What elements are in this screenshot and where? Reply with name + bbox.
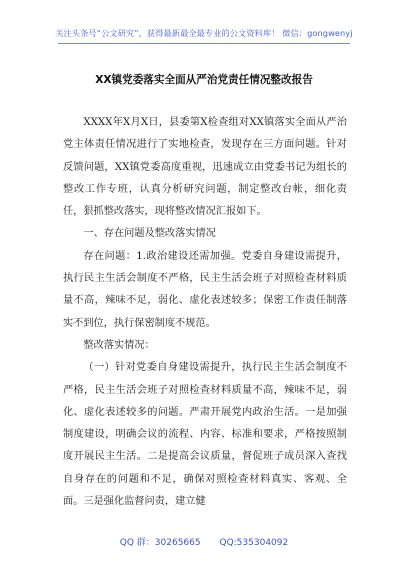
section-heading: 一、存在问题及整改落实情况: [83, 228, 216, 240]
problem-paragraph: 存在问题：1.政治建设还需加强。党委自身建设需提升，执行民主生活会制度不严格，民主生活会班子对照检查材料质量不高，辣味不足，弱化、虚化表述较多；保密工作责任制落实不到位，执行保密制度不规范。: [63, 250, 347, 329]
footer-qq: QQ:535304092: [219, 538, 289, 548]
document-title: XX镇党委落实全面从严治党责任情况整改报告: [95, 74, 313, 86]
rectification-paragraph: （一）针对党委自身建设需提升，执行民主生活会制度不严格，民主生活会班子对照检查材料质量不高，辣味不足，弱化、虚化表述较多的问题。严肃开展党内政治生活。一是加强制度建设，明确会议的流程、内容、标准和要求，严格按照制度开展民主生活。二是提高会议质量，督促班子成员深入查找自身存在的问题和不足，确保对照检查材料真实、客观、全面。三是强化监督问责，建立健: [63, 362, 347, 508]
document-body: [63, 112, 347, 513]
footer-qq-group: QQ 群：30265665: [119, 538, 201, 548]
header-banner: 关注头条号“公文研究”，获得最新最全最专业的公文资料库！ 微信：gongwenyj: [55, 28, 353, 38]
rectification-heading: 整改落实情况：: [83, 339, 155, 351]
footer-contact: [0, 535, 408, 548]
intro-paragraph: XXXX年X月X日，县委第X检查组对XX镇落实全面从严治党主体责任情况进行了实地检查，发现存在三方面问题。针对反馈问题，XX镇党委高度重视，迅速成立由党委书记为组长的整改工作专班，认真分析研究问题，制定整改台帐，细化责任，狠抓整改落实，现将整改情况汇报如下。: [63, 117, 347, 218]
header-divider: [58, 43, 350, 44]
